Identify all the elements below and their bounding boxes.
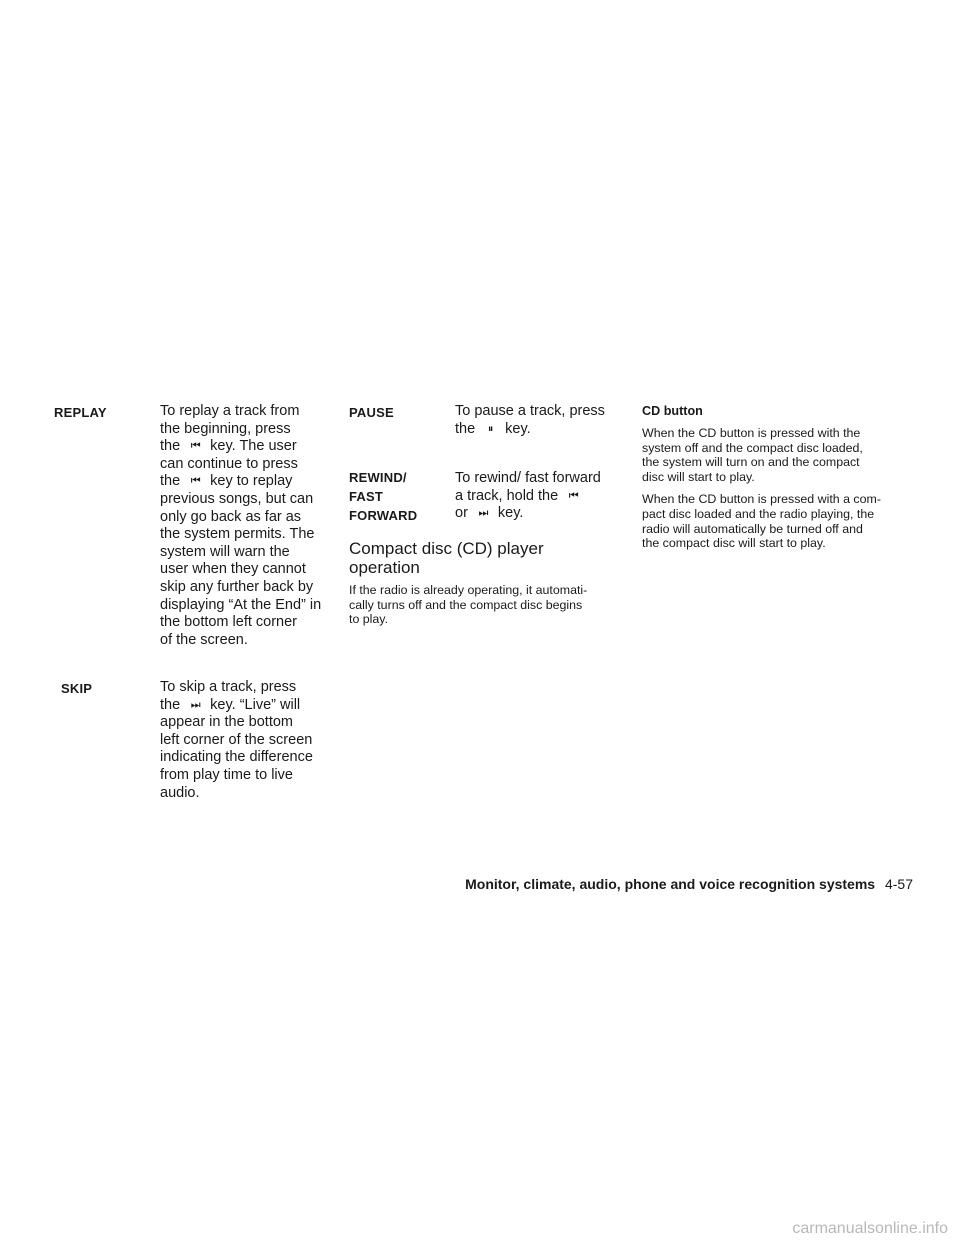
previous-track-icon: ⏮ — [568, 489, 578, 502]
footer-section-title: Monitor, climate, audio, phone and voice recognition systems — [465, 876, 876, 892]
previous-track-icon: ⏮ — [190, 475, 200, 488]
previous-track-icon: ⏮ — [190, 440, 200, 453]
cd-button-paragraph-2: When the CD button is pressed with a com- pact disc loaded and the radio playing, the radio will automatically be turned off and the compact disc will start to play. — [642, 492, 881, 551]
rewind-fast-forward-term: REWIND/ FAST FORWARD — [349, 470, 418, 523]
cd-player-body: If the radio is already operating, it automati- cally turns off and the compact disc begins to play. — [349, 583, 588, 627]
cd-button-section — [642, 403, 914, 559]
pause-icon: ⏸ — [487, 422, 493, 435]
pause-term: PAUSE — [349, 405, 394, 420]
cd-button-subheading: CD button — [642, 404, 703, 418]
replay-description: To replay a track from the beginning, press the ⏮ key. The user can continue to press the ⏮ key to replay previous songs, but can only go back as far as the system permits. The system will warn the user when they cannot skip any further back by displaying “At the End” in the bottom left corner of the screen. — [160, 403, 322, 648]
footer-page-number: 4-57 — [884, 876, 913, 892]
cd-player-heading: Compact disc (CD) player operation — [349, 539, 544, 577]
rewind-fast-forward-description: To rewind/ fast forward a track, hold the ⏮ or ⏭ key. — [455, 470, 601, 522]
skip-term: SKIP — [61, 681, 93, 696]
cd-button-paragraph-1: When the CD button is pressed with the system off and the compact disc loaded, the system will turn on and the compact disc will start to play. — [642, 426, 863, 484]
skip-description: To skip a track, press the ⏭ key. “Live” will appear in the bottom left corner of the screen indicating the difference from play time to live audio. — [160, 679, 313, 801]
cd-player-section — [349, 539, 627, 635]
page-footer — [465, 876, 913, 892]
watermark: carmanualsonline.info — [792, 1220, 948, 1237]
pause-description: To pause a track, press the ⏸ key. — [455, 403, 605, 437]
replay-term: REPLAY — [54, 405, 107, 420]
next-track-icon: ⏭ — [190, 698, 200, 711]
next-track-icon: ⏭ — [478, 507, 488, 520]
